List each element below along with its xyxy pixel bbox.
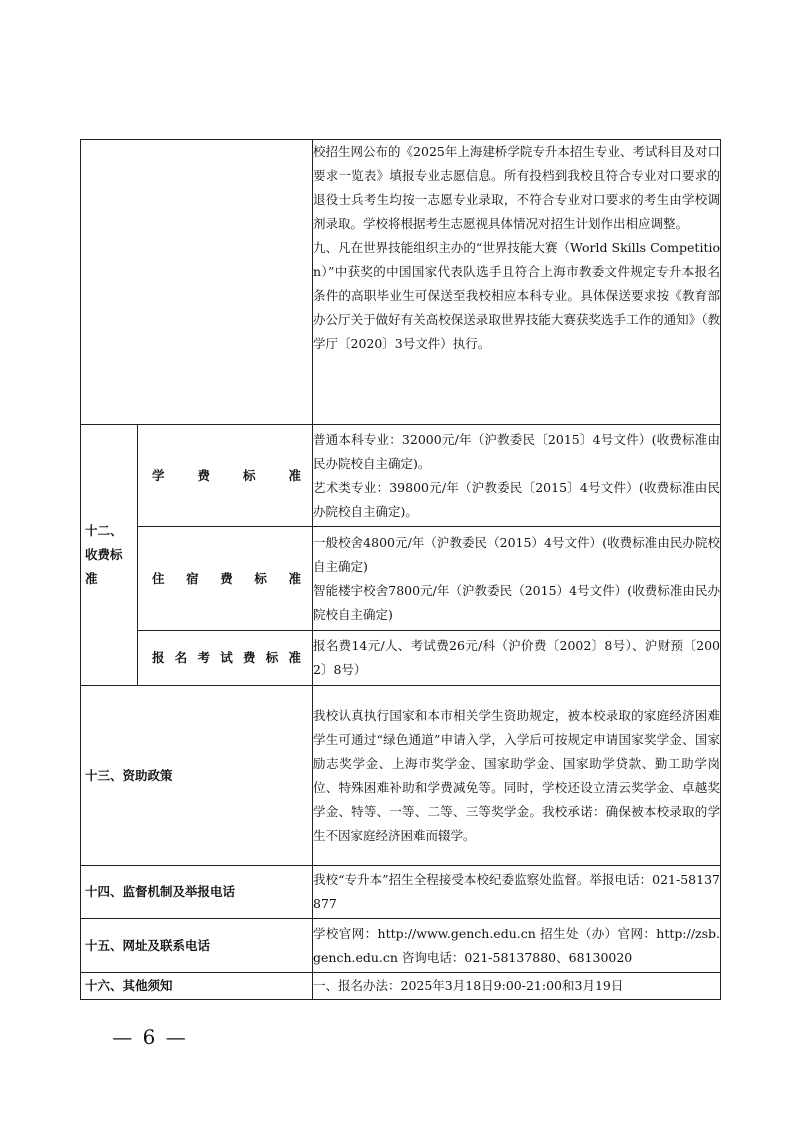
table-row xyxy=(81,866,721,919)
table-row xyxy=(81,140,721,425)
tuition-label: 学费标准 xyxy=(152,467,302,483)
contact-text: 学校官网：http://www.gench.edu.cn 招生处（办）官网：http://zsb.gench.edu.cn 咨询电话：021-58137880、68130020 xyxy=(313,925,720,965)
supervision-label: 十四、监督机制及举报电话 xyxy=(81,866,313,919)
dorm-regular: 一般校舍4800元/年（沪教委民（2015）4号文件）(收费标准由民办院校自主确定) xyxy=(313,534,720,574)
supervision-text: 我校“专升本”招生全程接受本校纪委监察处监督。举报电话：021-58137877 xyxy=(313,872,720,911)
admission-info-table xyxy=(80,139,721,1000)
tuition-label-cell xyxy=(138,425,313,527)
tuition-art: 艺术类专业：39800元/年（沪教委民〔2015〕4号文件）(收费标准由民办院校自主确定)。 xyxy=(313,479,720,519)
table-row xyxy=(81,686,721,866)
contact-cell xyxy=(313,919,721,973)
world-skills-paragraph: 九、凡在世界技能组织主办的“世界技能大赛（World Skills Competition）”中获奖的中国国家代表队选手且符合上海市教委文件规定专升本报名条件的高职毕业生可保送至我校相应本科专业。具体保送要求按《教育部办公厅关于做好有关高校保送录取世界技能大赛获奖选手工作的通知》（教学厅〔2020〕3号文件）执行。 xyxy=(313,240,720,351)
aid-policy-label: 十三、资助政策 xyxy=(81,686,313,866)
contact-label: 十五、网址及联系电话 xyxy=(81,919,313,973)
other-notes-cell xyxy=(313,973,721,1000)
tuition-cell xyxy=(313,425,721,527)
continuation-cell xyxy=(313,140,721,425)
fee-standard-label: 十二、收费标准 xyxy=(81,425,138,686)
supervision-cell xyxy=(313,866,721,919)
table-row xyxy=(81,631,721,686)
dorm-smart: 智能楼宇校舍7800元/年（沪教委民（2015）4号文件）(收费标准由民办院校自主确定) xyxy=(313,582,720,622)
empty-label-cell xyxy=(81,140,313,425)
page-number: — 6 — xyxy=(112,1025,188,1049)
tuition-regular: 普通本科专业：32000元/年（沪教委民〔2015〕4号文件）(收费标准由民办院校自主确定)。 xyxy=(313,431,720,471)
dorm-label: 住宿费标准 xyxy=(152,570,302,586)
other-notes-label: 十六、其他须知 xyxy=(81,973,313,1000)
exam-fee-label: 报名考试费标准 xyxy=(152,650,302,665)
table-row xyxy=(81,527,721,631)
table-row xyxy=(81,973,721,1000)
table-row xyxy=(81,919,721,973)
table-row xyxy=(81,425,721,527)
exam-fee-label-cell xyxy=(138,631,313,686)
aid-policy-text: 我校认真执行国家和本市相关学生资助规定，被本校录取的家庭经济困难学生可通过“绿色通道”申请入学，入学后可按规定申请国家奖学金、国家励志奖学金、上海市奖学金、国家助学金、国家助学贷款、勤工助学岗位、特殊困难补助和学费减免等。同时，学校还设立清云奖学金、卓越奖学金、特等、一等、二等、三等奖学金。我校承诺：确保被本校录取的学生不因家庭经济困难而辍学。 xyxy=(313,707,720,843)
dorm-label-cell xyxy=(138,527,313,631)
exam-fee-text: 报名费14元/人、考试费26元/科（沪价费〔2002〕8号）、沪财预〔2002〕8号） xyxy=(313,638,720,677)
continuation-paragraph: 校招生网公布的《2025年上海建桥学院专升本招生专业、考试科目及对口要求一览表》填报专业志愿信息。所有投档到我校且符合专业对口要求的退役士兵考生均按一志愿专业录取，不符合专业对口要求的考生由学校调剂录取。学校将根据考生志愿视具体情况对招生计划作出相应调整。 xyxy=(313,144,720,231)
other-notes-text: 一、报名办法：2025年3月18日9:00-21:00和3月19日 xyxy=(313,978,624,993)
aid-policy-cell xyxy=(313,686,721,866)
exam-fee-cell xyxy=(313,631,721,686)
dorm-cell xyxy=(313,527,721,631)
